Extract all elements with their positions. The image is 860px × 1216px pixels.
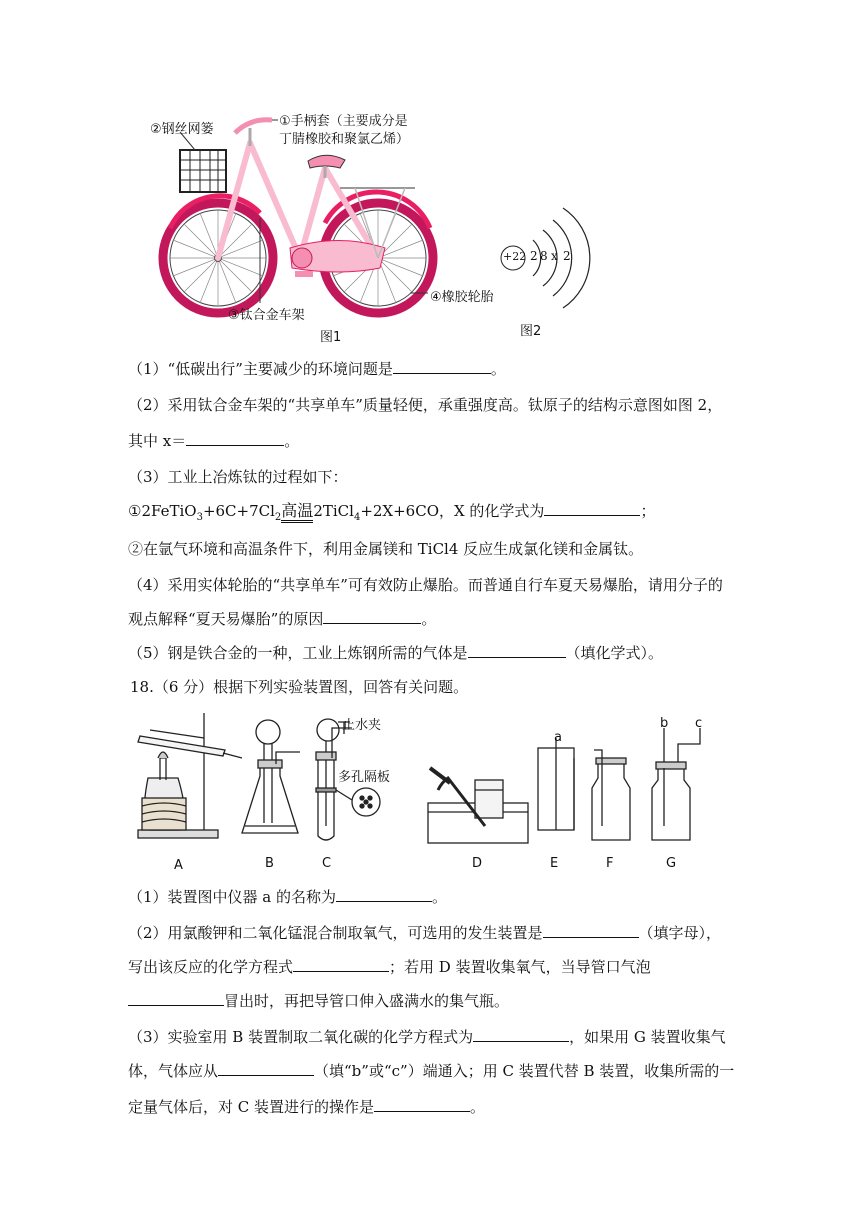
answer-blank[interactable] <box>336 887 432 902</box>
q18-part1: （1）装置图中仪器 a 的名称为 。 <box>128 888 448 906</box>
answer-blank[interactable] <box>218 1061 314 1076</box>
answer-blank[interactable] <box>393 359 491 374</box>
figure-2-caption: 图2 <box>520 324 542 339</box>
figure-lab-apparatus <box>130 708 730 878</box>
apparatus-label-d: D <box>472 856 483 871</box>
answer-blank[interactable] <box>544 501 640 516</box>
wire-basket <box>180 150 226 192</box>
shell-2: 8 <box>540 249 548 263</box>
figure-2-atom-diagram <box>495 200 605 340</box>
apparatus-label-f: F <box>606 856 614 871</box>
answer-blank[interactable] <box>186 431 284 446</box>
label-grip-line1: ①手柄套（主要成分是 <box>279 114 408 129</box>
apparatus-label-a: A <box>174 858 183 873</box>
apparatus-label-e: E <box>550 856 559 871</box>
label-basket: ②钢丝网篓 <box>150 122 214 137</box>
q18-part2-line2: 写出该反应的化学方程式 ；若用 D 装置收集氧气，当导管口气泡 <box>128 958 651 976</box>
apparatus-f <box>592 750 630 840</box>
answer-blank[interactable] <box>473 1027 569 1042</box>
apparatus-d <box>428 768 528 843</box>
answer-blank[interactable] <box>543 923 639 938</box>
apparatus-a <box>138 713 242 838</box>
figure-1-caption: 图1 <box>320 330 342 345</box>
q17-part3: （3）工业上冶炼钛的过程如下： <box>128 468 348 486</box>
label-tire: ④橡胶轮胎 <box>430 290 494 305</box>
q18-title: 18.（6 分）根据下列实验装置图，回答有关问题。 <box>130 678 469 696</box>
q18-part2-line1: （2）用氯酸钾和二氧化锰混合制取氧气，可选用的发生装置是 （填字母）， <box>128 924 722 942</box>
q17-part4-line1: （4）采用实体轮胎的“共享单车”可有效防止爆胎。而普通自行车夏天易爆胎，请用分子的 <box>128 576 723 594</box>
apparatus-illustration <box>130 708 730 858</box>
label-instrument-a: a <box>554 730 562 745</box>
q17-part1: （1）“低碳出行”主要减少的环境问题是 。 <box>128 360 506 378</box>
answer-blank[interactable] <box>128 991 224 1006</box>
reaction-condition: 高温 <box>281 501 313 523</box>
apparatus-label-c: C <box>322 856 332 871</box>
apparatus-label-g: G <box>666 856 677 871</box>
nucleus-charge: +22 <box>503 250 527 263</box>
q17-part2-line2: 其中 x＝ 。 <box>128 432 300 450</box>
label-grip-line2: 丁腈橡胶和聚氯乙烯） <box>279 132 410 147</box>
answer-blank[interactable] <box>468 643 566 658</box>
apparatus-e <box>538 738 574 830</box>
q17-part3-step2: ②在氩气环境和高温条件下，利用金属镁和 TiCl4 反应生成氯化镁和金属钛。 <box>128 540 644 558</box>
q18-part3-line1: （3）实验室用 B 装置制取二氧化碳的化学方程式为 ，如果用 G 装置收集气 <box>128 1028 726 1046</box>
q17-part4-line2: 观点解释“夏天易爆胎”的原因 。 <box>128 610 437 628</box>
label-porous-plate: 多孔隔板 <box>338 770 391 785</box>
label-clamp: 止水夹 <box>342 718 382 733</box>
label-frame: ③钛合金车架 <box>228 308 305 323</box>
apparatus-g <box>652 728 700 840</box>
shell-3: x <box>551 249 558 263</box>
apparatus-b <box>242 720 300 833</box>
apparatus-label-b: B <box>265 856 274 871</box>
label-end-b: b <box>660 716 669 731</box>
shell-4: 2 <box>563 249 571 263</box>
label-end-c: c <box>695 716 703 731</box>
answer-blank[interactable] <box>374 1097 470 1112</box>
figure-1-bicycle <box>140 108 520 348</box>
answer-blank[interactable] <box>323 609 421 624</box>
q17-part5: （5）钢是铁合金的一种，工业上炼钢所需的气体是 （填化学式）。 <box>128 644 664 662</box>
shell-1: 2 <box>530 249 538 263</box>
q17-part2-line1: （2）采用钛合金车架的“共享单车”质量轻便，承重强度高。钛原子的结构示意图如图 2， <box>128 396 723 414</box>
q18-part2-line3: 冒出时，再把导管口伸入盛满水的集气瓶。 <box>128 990 509 1012</box>
q17-part3-equation: $①2FeTiO_3+6C+7Cl_2$高温2TiCl$_4$+2X+6CO，X 的化学式为 ； <box>128 501 656 523</box>
q18-part3-line2: 体，气体应从 （填“b”或“c”）端通入；用 C 装置代替 B 装置，收集所需的一 <box>128 1062 735 1080</box>
q18-part3-line3: 定量气体后，对 C 装置进行的操作是 。 <box>128 1098 486 1116</box>
answer-blank[interactable] <box>293 957 389 972</box>
